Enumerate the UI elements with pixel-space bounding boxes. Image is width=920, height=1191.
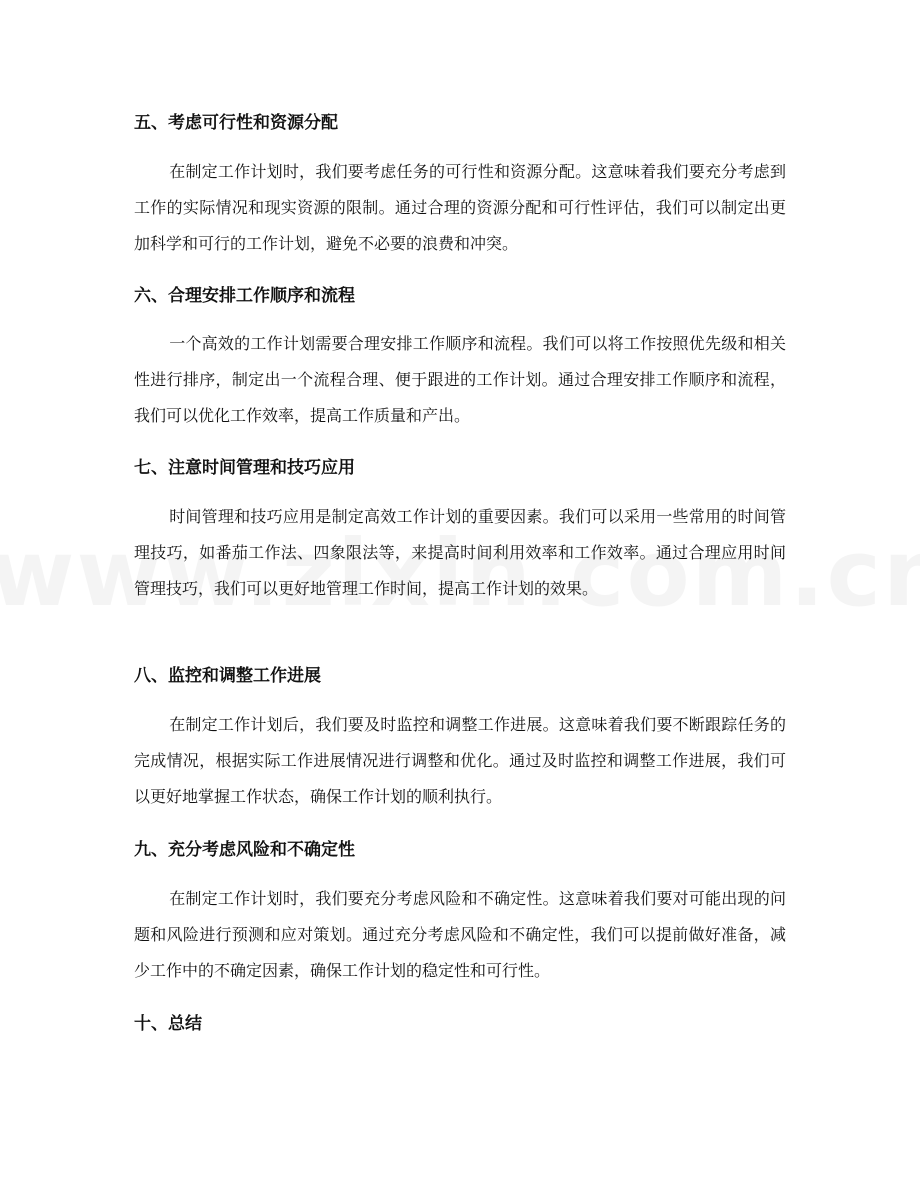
section-8-paragraph: 在制定工作计划后，我们要及时监控和调整工作进展。这意味着我们要不断跟踪任务的完成情况，根据实际工作进展情况进行调整和优化。通过及时监控和调整工作进展，我们可以更好地掌握工作状态，确保工作计划的顺利执行。 (134, 715, 786, 806)
section-6-paragraph: 一个高效的工作计划需要合理安排工作顺序和流程。我们可以将工作按照优先级和相关性进行排序，制定出一个流程合理、便于跟进的工作计划。通过合理安排工作顺序和流程，我们可以优化工作效率，提高工作质量和产出。 (134, 334, 786, 425)
section-8-heading: 八、监控和调整工作进展 (134, 666, 321, 686)
section-5-paragraph: 在制定工作计划时，我们要考虑任务的可行性和资源分配。这意味着我们要充分考虑到工作的实际情况和现实资源的限制。通过合理的资源分配和可行性评估，我们可以制定出更加科学和可行的工作计划，避免不必要的浪费和冲突。 (134, 162, 786, 253)
section-7-paragraph: 时间管理和技巧应用是制定高效工作计划的重要因素。我们可以采用一些常用的时间管理技巧，如番茄工作法、四象限法等，来提高时间利用效率和工作效率。通过合理应用时间管理技巧，我们可以更好地管理工作时间，提高工作计划的效果。 (134, 507, 786, 598)
section-6-heading: 六、合理安排工作顺序和流程 (134, 286, 355, 306)
section-9-paragraph: 在制定工作计划时，我们要充分考虑风险和不确定性。这意味着我们要对可能出现的问题和风险进行预测和应对策划。通过充分考虑风险和不确定性，我们可以提前做好准备，减少工作中的不确定因素，确保工作计划的稳定性和可行性。 (134, 889, 786, 980)
section-5-heading: 五、考虑可行性和资源分配 (134, 113, 338, 133)
section-10-heading: 十、总结 (134, 1014, 202, 1034)
section-7-heading: 七、注意时间管理和技巧应用 (134, 458, 355, 478)
section-9-heading: 九、充分考虑风险和不确定性 (134, 840, 355, 860)
